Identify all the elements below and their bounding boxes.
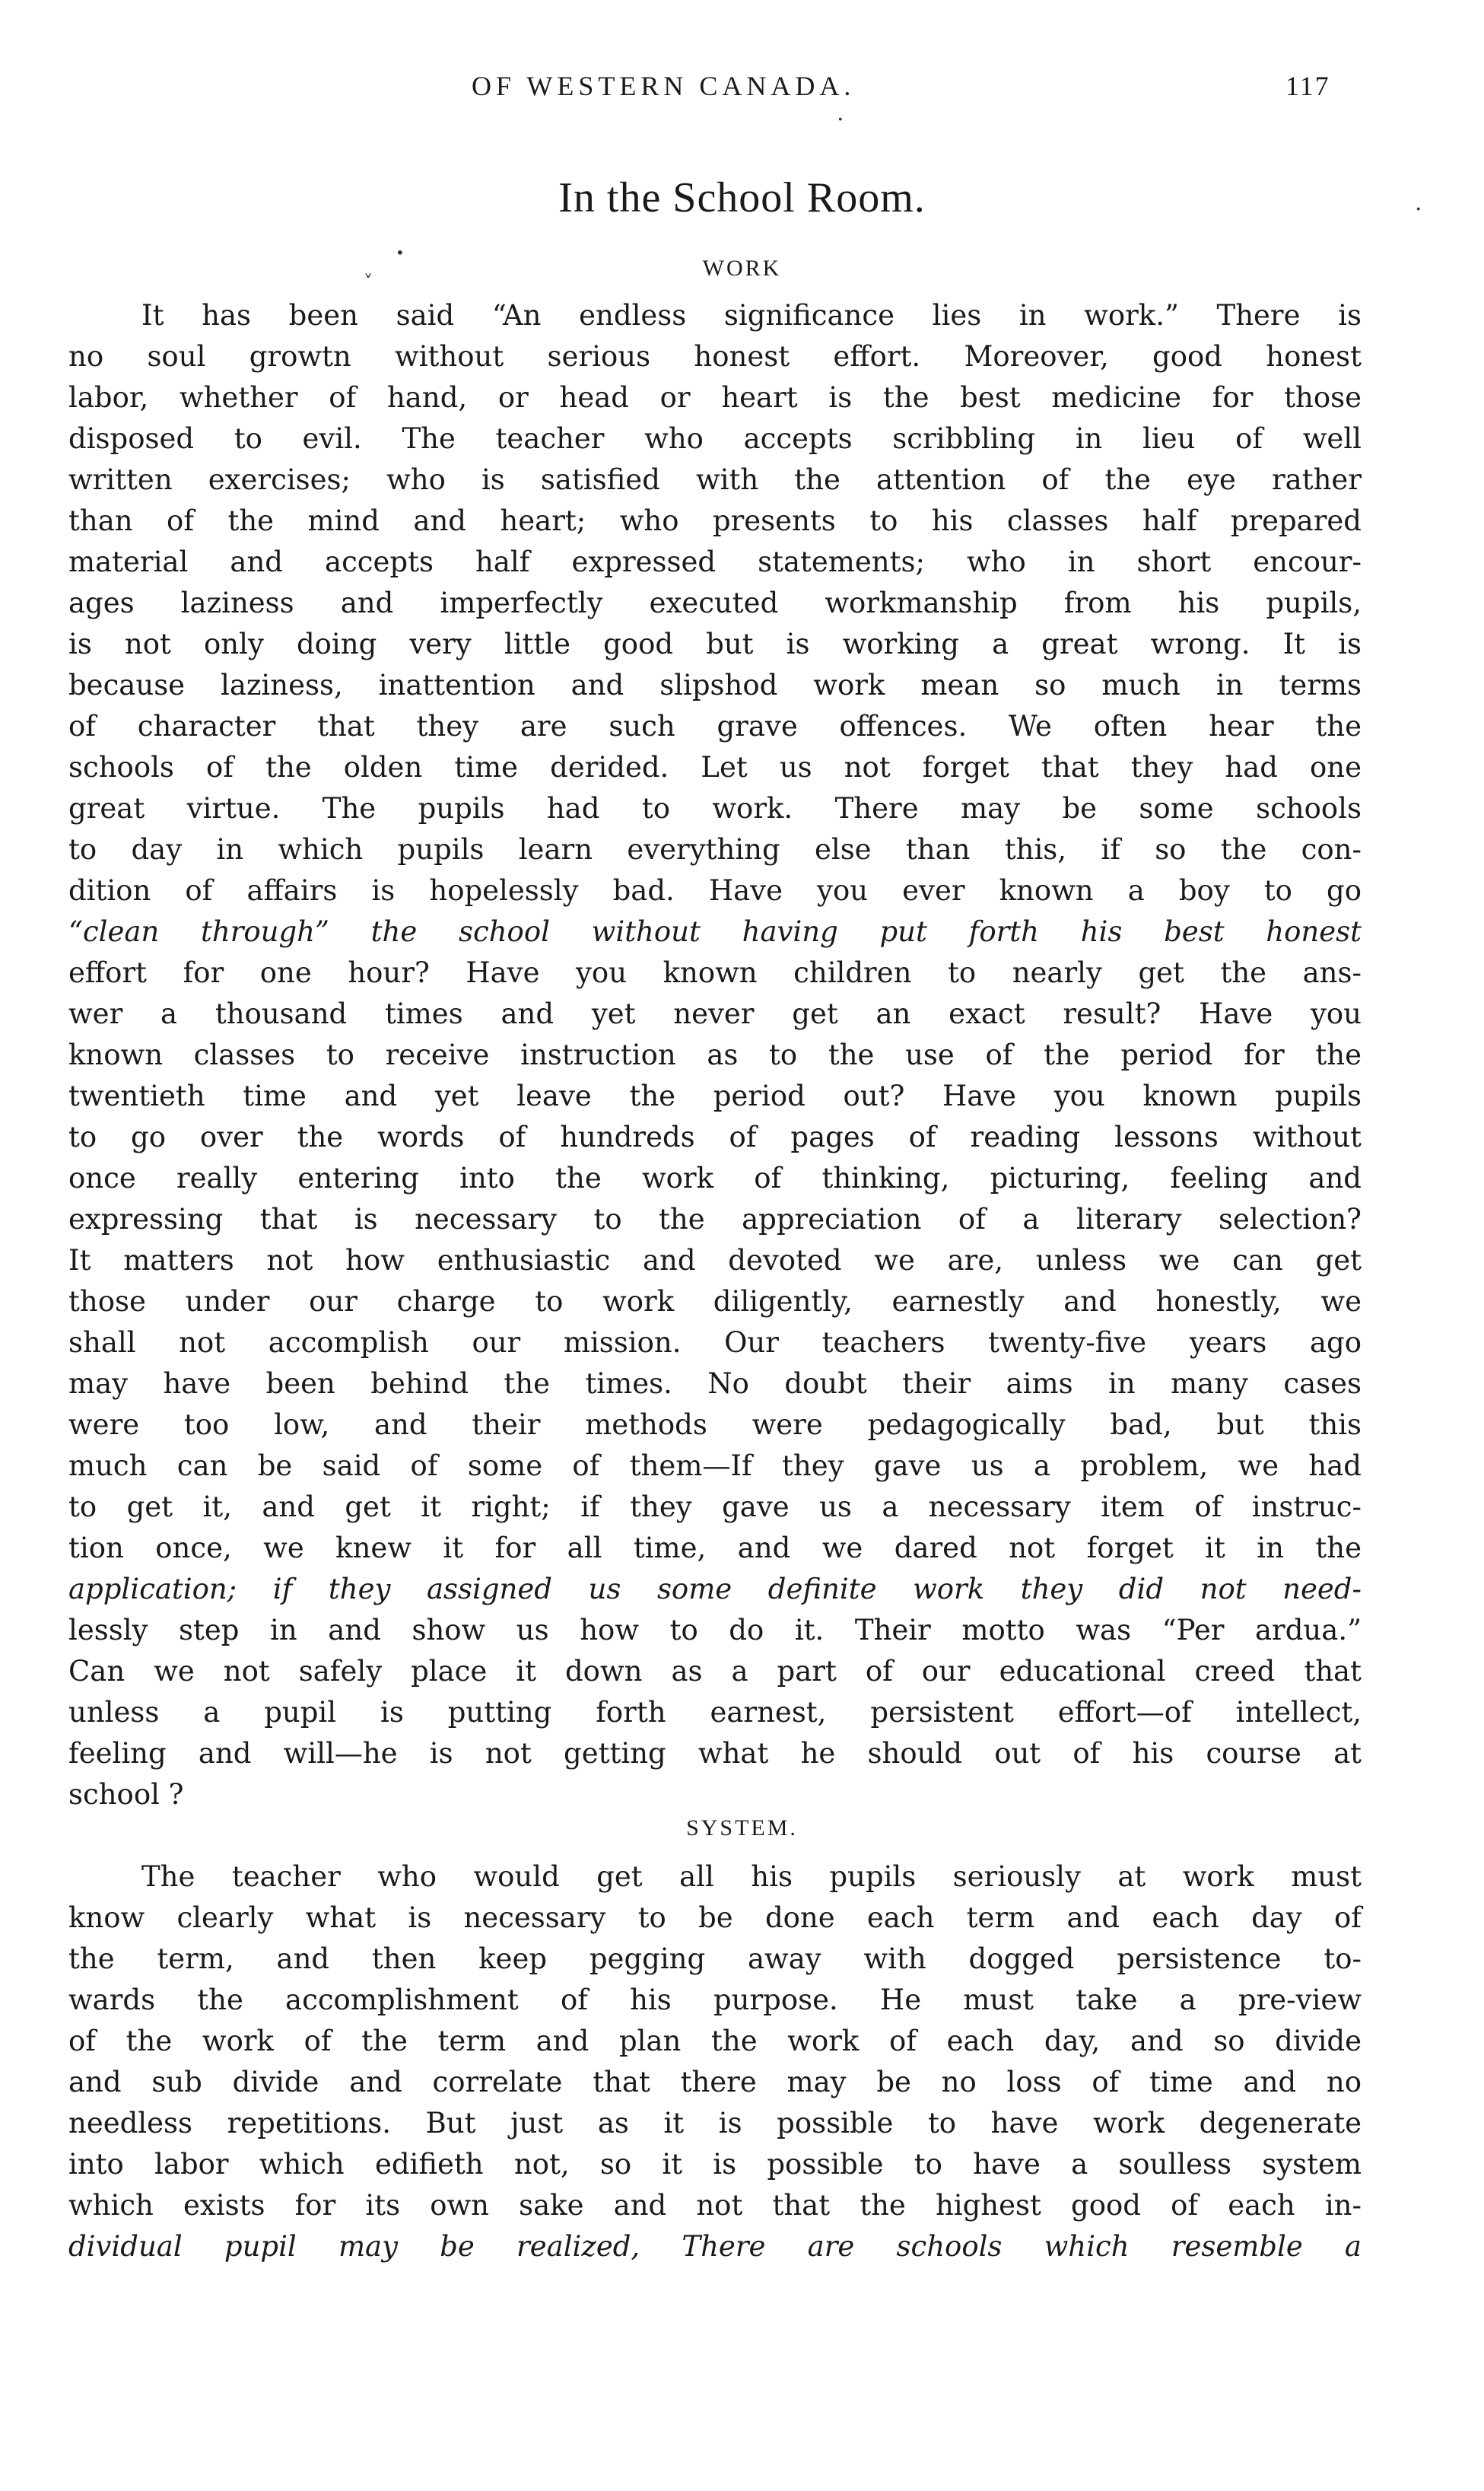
- text-line: to get it, and get it right; if they gave us a necessary item of instruc-: [68, 1490, 1362, 1523]
- text-line: material and accepts half expressed statements; who in short encour-: [68, 546, 1362, 578]
- text-line: to day in which pupils learn everything else than this, if so the con-: [68, 833, 1362, 866]
- text-line: disposed to evil. The teacher who accepts scribbling in lieu of well: [68, 422, 1362, 455]
- text-line: great virtue. The pupils had to work. There may be some schools: [68, 792, 1362, 825]
- stray-mark: ·: [837, 107, 844, 133]
- text-line: labor, whether of hand, or head or heart is the best medicine for those: [68, 381, 1362, 414]
- text-line: feeling and will—he is not getting what he should out of his course at: [68, 1737, 1362, 1770]
- running-title: OF WESTERN CANADA.: [472, 71, 856, 101]
- text-line: once really entering into the work of thinking, picturing, feeling and: [68, 1162, 1362, 1195]
- text-line: dividual pupil may be realized, There are schools which resemble a: [68, 2230, 1362, 2263]
- text-line: may have been behind the times. No doubt their aims in many cases: [68, 1367, 1362, 1400]
- text-line: than of the mind and heart; who presents to his classes half prepared: [68, 504, 1362, 537]
- text-line: ages laziness and imperfectly executed workmanship from his pupils,: [68, 587, 1362, 619]
- text-line: of character that they are such grave offences. We often hear the: [68, 710, 1362, 743]
- text-line: much can be said of some of them—If they gave us a problem, we had: [68, 1449, 1362, 1482]
- section-heading-work: WORK: [702, 256, 782, 281]
- text-line: which exists for its own sake and not that the highest good of each in-: [68, 2189, 1362, 2222]
- text-line: shall not accomplish our mission. Our teachers twenty-five years ago: [68, 1326, 1362, 1359]
- text-line: dition of affairs is hopelessly bad. Have you ever known a boy to go: [68, 874, 1362, 907]
- text-line: written exercises; who is satisfied with the attention of the eye rather: [68, 463, 1362, 496]
- text-line: twentieth time and yet leave the period out? Have you known pupils: [68, 1080, 1362, 1112]
- section-body-system: [68, 1856, 1362, 2267]
- text-line: those under our charge to work diligently, earnestly and honestly, we: [68, 1285, 1362, 1318]
- section-heading-system: SYSTEM.: [686, 1815, 798, 1840]
- text-line: expressing that is necessary to the appreciation of a literary selection?: [68, 1203, 1362, 1236]
- page-number: 117: [1285, 71, 1330, 101]
- text-line: is not only doing very little good but is working a great wrong. It is: [68, 628, 1362, 660]
- text-line: application; if they assigned us some definite work they did not need-: [68, 1573, 1362, 1605]
- text-line: The teacher who would get all his pupils seriously at work must: [141, 1860, 1362, 1893]
- text-line: of the work of the term and plan the work of each day, and so divide: [68, 2025, 1362, 2057]
- text-line: the term, and then keep pegging away with dogged persistence to-: [68, 1942, 1362, 1975]
- section-body-work: [68, 295, 1362, 1815]
- text-line: were too low, and their methods were pedagogically bad, but this: [68, 1408, 1362, 1441]
- text-line: to go over the words of hundreds of pages of reading lessons without: [68, 1121, 1362, 1153]
- text-line: tion once, we knew it for all time, and we dared not forget it in the: [68, 1532, 1362, 1564]
- running-head: [0, 70, 1484, 116]
- text-line: known classes to receive instruction as to the use of the period for the: [68, 1039, 1362, 1071]
- text-line: wards the accomplishment of his purpose. He must take a pre-view: [68, 1984, 1362, 2016]
- stray-mark: ·: [1415, 196, 1422, 223]
- text-line: Can we not safely place it down as a part of our educational creed that: [68, 1655, 1362, 1688]
- text-line: needless repetitions. But just as it is possible to have work degenerate: [68, 2107, 1362, 2139]
- text-line: know clearly what is necessary to be done each term and each day of: [68, 1901, 1362, 1934]
- text-line: lessly step in and show us how to do it. Their motto was “Per ardua.”: [68, 1614, 1362, 1646]
- text-line: school ?: [68, 1778, 184, 1811]
- text-line: effort for one hour? Have you known children to nearly get the ans-: [68, 956, 1362, 989]
- text-line: wer a thousand times and yet never get an exact result? Have you: [68, 997, 1362, 1030]
- stray-mark: ˬ: [364, 256, 373, 277]
- text-line: unless a pupil is putting forth earnest, persistent effort—of intellect,: [68, 1696, 1362, 1729]
- text-line: It matters not how enthusiastic and devoted we are, unless we can get: [68, 1244, 1362, 1277]
- article-title: In the School Room.: [558, 174, 926, 221]
- text-line: into labor which edifieth not, so it is possible to have a soulless system: [68, 2148, 1362, 2181]
- text-line: and sub divide and correlate that there may be no loss of time and no: [68, 2066, 1362, 2098]
- text-line: because laziness, inattention and slipshod work mean so much in terms: [68, 669, 1362, 701]
- text-line: “clean through” the school without having put forth his best honest: [68, 915, 1362, 948]
- text-line: It has been said “An endless significance lies in work.” There is: [141, 299, 1362, 332]
- text-line: no soul growtn without serious honest effort. Moreover, good honest: [68, 340, 1362, 373]
- text-line: schools of the olden time derided. Let us not forget that they had one: [68, 751, 1362, 784]
- stray-mark: •: [396, 243, 405, 262]
